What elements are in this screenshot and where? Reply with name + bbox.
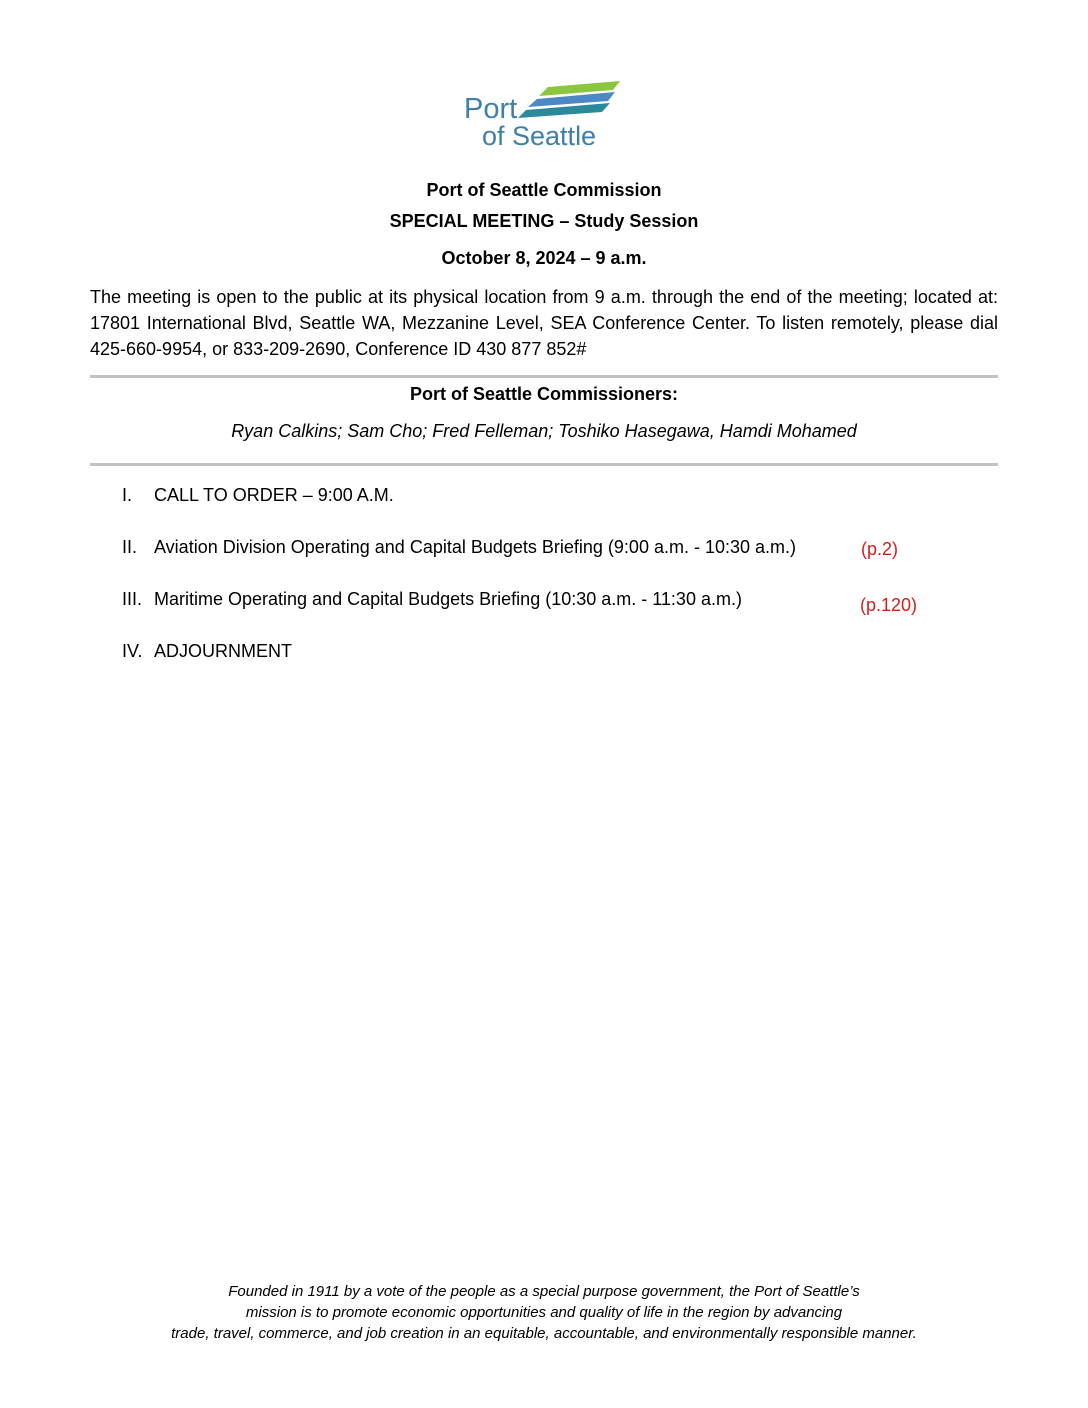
page-ref-aviation[interactable]: (p.2) — [861, 539, 899, 559]
agenda-item-number: IV. — [122, 641, 143, 661]
org-title: Port of Seattle Commission — [426, 180, 662, 200]
agenda-item-call-to-order — [122, 485, 394, 506]
agenda-item-text: Aviation Division Operating and Capital Budgets Briefing (9:00 a.m. - 10:30 a.m.) — [154, 537, 797, 557]
footer-line-3: trade, travel, commerce, and job creation in an equitable, accountable, and environmentally responsible manner. — [171, 1325, 917, 1342]
commissioners-names: Ryan Calkins; Sam Cho; Fred Felleman; Toshiko Hasegawa, Hamdi Mohamed — [231, 421, 857, 441]
logo-graphic — [462, 78, 627, 150]
agenda-item-text: Maritime Operating and Capital Budgets Briefing (10:30 a.m. - 11:30 a.m.) — [154, 589, 742, 609]
agenda-item-text: ADJOURNMENT — [154, 641, 292, 661]
agenda-item-number: I. — [122, 485, 133, 505]
commissioners-title: Port of Seattle Commissioners: — [409, 384, 679, 404]
agenda-item-maritime-briefing — [122, 589, 742, 610]
divider-top — [90, 375, 998, 378]
agenda-item-text: CALL TO ORDER – 9:00 A.M. — [154, 485, 394, 505]
meeting-type: SPECIAL MEETING – Study Session — [389, 211, 699, 231]
footer-line-2: mission is to promote economic opportunities and quality of life in the region by advancing — [245, 1304, 843, 1321]
footer-line-1: Founded in 1911 by a vote of the people as a special purpose government, the Port of Seattle’s — [228, 1283, 860, 1300]
divider-bottom — [90, 463, 998, 466]
mission-footer — [0, 1281, 1088, 1344]
agenda-item-number: II. — [122, 537, 138, 557]
agenda-item-aviation-briefing — [122, 537, 796, 558]
meeting-datetime: October 8, 2024 – 9 a.m. — [441, 248, 647, 268]
meeting-location-info: The meeting is open to the public at its physical location from 9 a.m. through the end of the meeting; located at: 17801 International Blvd, Seattle WA, Mezzanine Level, SEA Conference Center. To listen remotely, please dial 425-660-9954, or 833-209-2690, Conference ID 430 877 852# — [90, 287, 998, 359]
agenda-item-adjournment — [122, 641, 292, 662]
logo-text-port: Port — [464, 93, 518, 125]
port-of-seattle-logo — [462, 78, 627, 150]
page-ref-maritime[interactable]: (p.120) — [860, 595, 918, 615]
agenda-item-number: III. — [122, 589, 143, 609]
logo-text-of-seattle: of Seattle — [482, 121, 597, 150]
